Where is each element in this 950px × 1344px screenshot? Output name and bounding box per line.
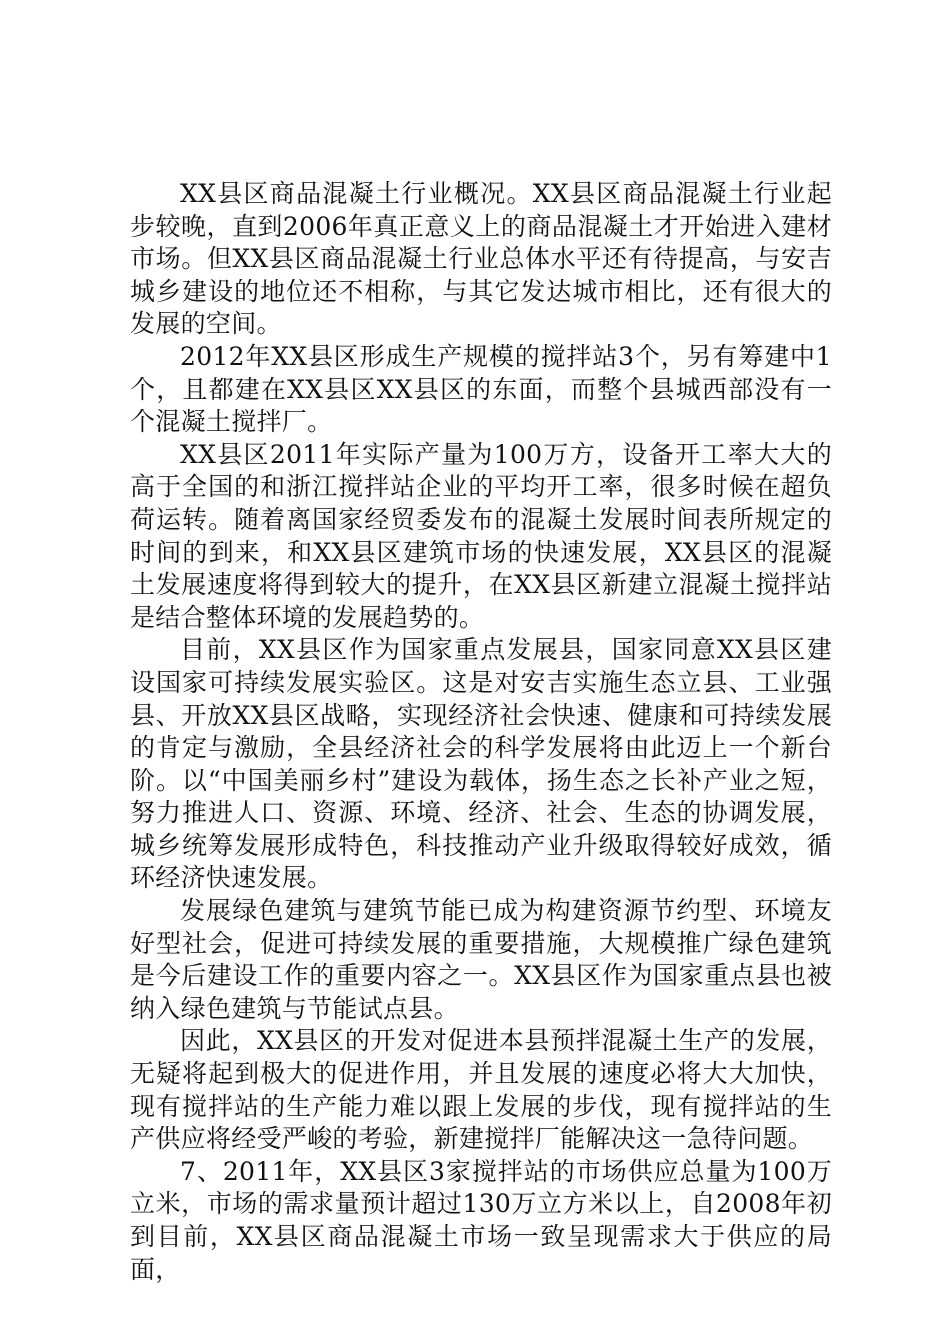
paragraph-supply-demand: 7、2011年，XX县区3家搅拌站的市场供应总量为100万立米，市场的需求量预计超过130万立方米以上，自2008年初到目前，XX县区商品混凝土市场一致呈现需求大于供应的局面， (130, 1156, 832, 1284)
paragraph-mixing-stations-2012: 2012年XX县区形成生产规模的搅拌站3个，另有筹建中1个，且都建在XX县区XX县区的东面，而整个县城西部没有一个混凝土搅拌厂。 (130, 341, 832, 437)
paragraph-key-county: 目前，XX县区作为国家重点发展县，国家同意XX县区建设国家可持续发展实验区。这是对安吉实施生态立县、工业强县、开放XX县区战略，实现经济社会快速、健康和可持续发展的肯定与激励，全县经济社会的科学发展将由此迈上一个新台阶。以“中国美丽乡村”建设为载体，扬生态之长补产业之短，努力推进人口、资源、环境、经济、社会、生态的协调发展，城乡统筹发展形成特色，科技推动产业升级取得较好成效，循环经济快速发展。 (130, 635, 832, 893)
paragraph-industry-overview: XX县区商品混凝土行业概况。XX县区商品混凝土行业起步较晚，直到2006年真正意义上的商品混凝土才开始进入建材市场。但XX县区商品混凝土行业总体水平还有待提高，与安吉城乡建设的地位还不相称，与其它发达城市相比，还有很大的发展的空间。 (130, 179, 832, 339)
paragraph-green-building: 发展绿色建筑与建筑节能已成为构建资源节约型、环境友好型社会，促进可持续发展的重要措施，大规模推广绿色建筑是今后建设工作的重要内容之一。XX县区作为国家重点县也被纳入绿色建筑与节能试点县。 (130, 896, 832, 1023)
document-body (130, 178, 832, 1286)
paragraph-output-2011: XX县区2011年实际产量为100万方，设备开工率大大的高于全国的和浙江搅拌站企业的平均开工率，很多时候在超负荷运转。随着离国家经贸委发布的混凝土发展时间表所规定的时间的到来，和XX县区建筑市场的快速发展，XX县区的混凝土发展速度将得到较大的提升，在XX县区新建立混凝土搅拌站是结合整体环境的发展趋势的。 (130, 439, 832, 632)
paragraph-development-impact: 因此，XX县区的开发对促进本县预拌混凝土生产的发展，无疑将起到极大的促进作用，并且发展的速度必将大大加快，现有搅拌站的生产能力难以跟上发展的步伐，现有搅拌站的生产供应将经受严峻的考验，新建搅拌厂能解决这一急待问题。 (130, 1026, 832, 1154)
